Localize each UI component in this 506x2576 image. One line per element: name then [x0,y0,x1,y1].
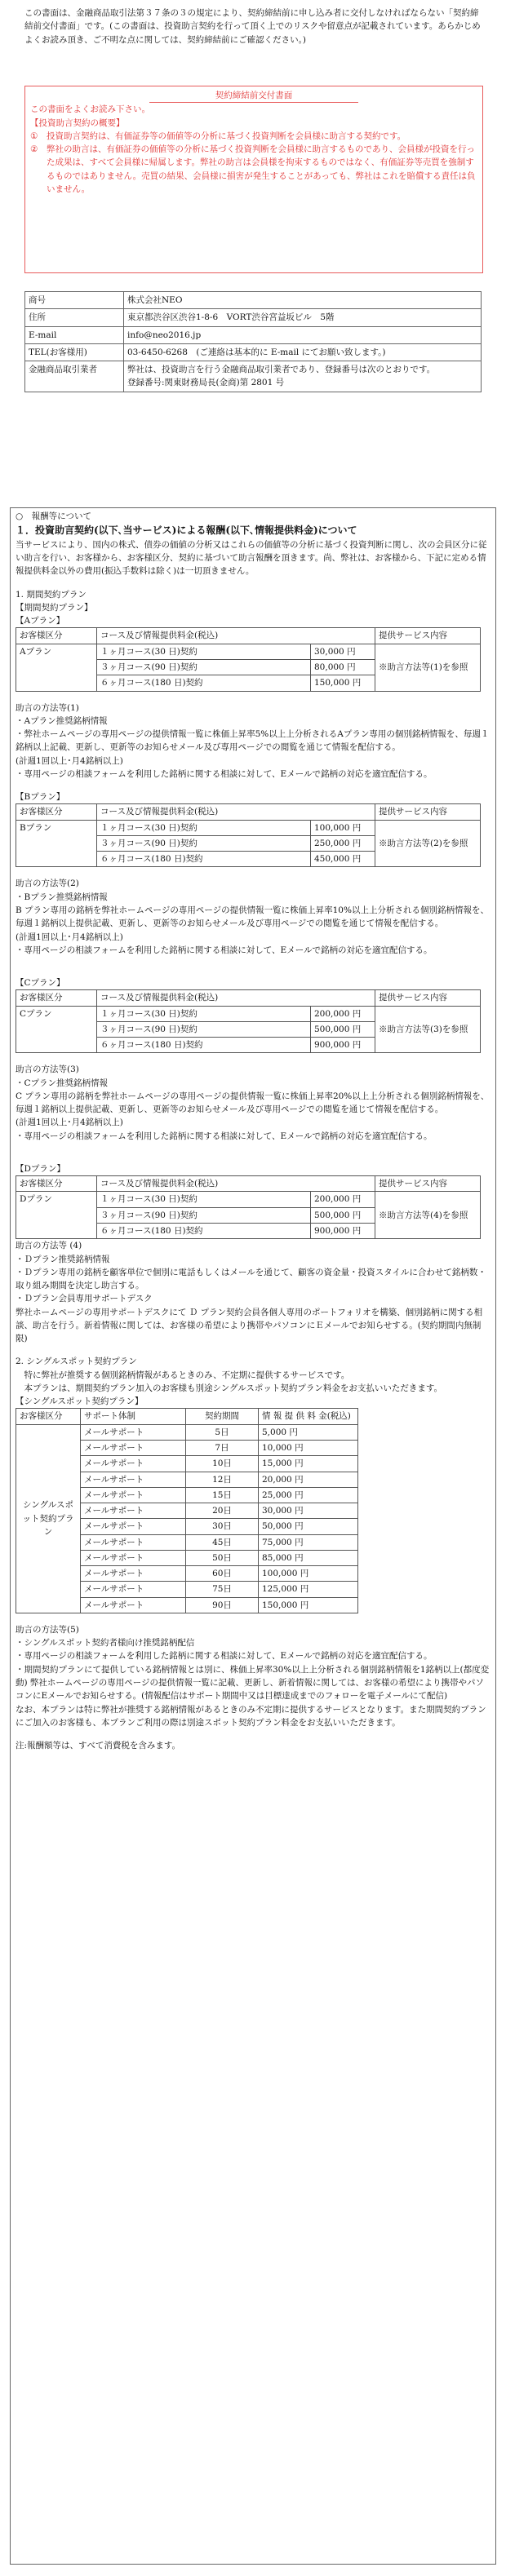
method-line: ・Aプラン推奨銘柄情報 [16,715,108,726]
notice-box [24,86,483,273]
price-cell: 50,000 円 [259,1519,358,1534]
support-cell: メールサポート [81,1519,186,1534]
plan-name: Aプラン [16,644,97,691]
section-title: 2. シングルスポット契約プラン [16,1357,137,1367]
info-value-line: 弊社は、投資助言を行う金融商品取引業者であり、登録番号は次のとおりです。 [127,365,436,375]
price-cell: 85,000 円 [259,1550,358,1565]
period-cell: 45日 [186,1534,259,1550]
support-cell: メールサポート [81,1582,186,1597]
support-cell: メールサポート [81,1534,186,1550]
col-header: 提供サービス内容 [375,804,481,820]
method-title: 助言の方法等(5) [16,1624,79,1635]
section-paragraph: 特に弊社が推奨する個別銘柄情報があるときのみ、不定期に提供するサービスです。 [24,1370,350,1380]
service-note: ※助言方法等(4)を参照 [375,1192,481,1239]
fee-paragraph: 当サービスにより、国内の株式、債券の価値の分析又はこれらの価値等の分析に基づく投資判断に関し、次の会員区分に従い助言を行い、お客様から、お客様区分、契約に基づいて助言報酬を頂きます。尚、弊社は、お客様から、下記に定める情報提供料金以外の費用(振込手数料は除く)は一切頂きません。 [16,539,487,577]
section-label: 【シングルスポット契約プラン】 [16,1396,144,1407]
col-header: 契約期間 [186,1409,259,1424]
course: ３ヶ月コース(90 日)契約 [97,1207,311,1223]
course: １ヶ月コース(30 日)契約 [97,644,311,659]
service-note: ※助言方法等(2)を参照 [375,820,481,867]
method-line: ・Cプラン推奨銘柄情報 [16,1078,109,1088]
course: ３ヶ月コース(90 日)契約 [97,659,311,675]
method-line: ・Ｄプラン会員専用サポートデスク [16,1294,153,1304]
col-header: サポート体制 [81,1409,186,1424]
method-title: 助言の方法等 (4) [16,1241,82,1251]
course: ６ヶ月コース(180 日)契約 [97,1224,311,1239]
plan-name: シングルスポット契約プラン [16,1424,81,1613]
method-line: なお、本プランは特に弊社が推奨する銘柄情報があるときのみ不定期に提供するサービスとなります。また期間契約プランにご加入のお客様も、本プランご利用の際は別途スポット契約プラン料金をお支払いいただきます。 [16,1704,486,1728]
col-header: コース及び情報提供料金(税込) [97,628,375,644]
info-value: 東京都渋谷区渋谷1-8-6 VORT渋谷宮益坂ビル 5階 [124,309,482,326]
method-line: 弊社ホームページの専用サポートデスクにて Ｄ プラン契約会員各個人専用のポートフォリオを構築、個別銘柄に関する相談、助言を行う。新着情報に関しては、お客様の希望により携帯やパソコンにＥメールでお知らせする。(契約期間内無制限) [16,1307,483,1344]
plan-d-label: 【Dプラン】 [16,1163,65,1174]
plan-name: Dプラン [16,1192,97,1239]
course: １ヶ月コース(30 日)契約 [97,1192,311,1207]
col-header: コース及び情報提供料金(税込) [97,990,375,1006]
notice-item-1-text: 投資助言契約は、有価証券等の価値等の分析に基づく投資判断を会員様に助言する契約です。 [47,131,406,141]
price: 200,000 円 [311,1192,375,1207]
method-line: ・Ｄプラン専用の銘柄を顧客単位で個別に電話もしくはメールを通じて、顧客の資金量・投資スタイルに合わせて銘柄数・取り組み期間を決定し助言する。 [16,1267,486,1291]
price-cell: 10,000 円 [259,1441,358,1456]
method-line: ・弊社ホームページの専用ページの提供情報一覧に株価上昇率5%以上上分析されるAプラン専用の個別銘柄情報を、毎週１銘柄以上記載、更新し、更新等のお知らせメール及び専用ページでの閲覧を通じて情報を配信する。 [16,729,490,753]
fee-section-box [10,507,496,2565]
method-line: (計週1回以上･月4銘柄以上) [16,932,123,942]
service-note: ※助言方法等(3)を参照 [375,1006,481,1053]
info-key: 金融商品取引業者 [25,361,124,392]
info-key: E-mail [25,326,124,343]
period-cell: 15日 [186,1487,259,1503]
period-cell: 12日 [186,1472,259,1487]
section-paragraph: 本プランは、期間契約プラン加入のお客様も別途シングルスポット契約プラン料金をお支払いいただきます。 [24,1383,443,1393]
support-cell: メールサポート [81,1503,186,1519]
price: 900,000 円 [311,1224,375,1239]
method-line: ・専用ページの相談フォームを利用した銘柄に関する相談に対して、Eメールで銘柄の対応を適宜配信する。 [16,945,433,955]
support-cell: メールサポート [81,1550,186,1565]
course: １ヶ月コース(30 日)契約 [97,1006,311,1021]
notice-item-2 [30,143,476,196]
price: 150,000 円 [311,675,375,691]
method-title: 助言の方法等(1) [16,702,79,713]
col-header: お客様区分 [16,1176,97,1192]
info-key: TEL(お客様用) [25,343,124,361]
method-line: C プラン専用の銘柄を弊社ホームページの専用ページの提供情報一覧に株価上昇率20%以上上分析される個別銘柄情報を、毎週１銘柄以上提供記載、更新し、更新等のお知らせメール及び専用ページでの閲覧を通じて情報を配信する。 [16,1091,490,1115]
plan-b-label: 【Bプラン】 [16,792,65,803]
fee-subheading: １．投資助言契約(以下､当サービス)による報酬(以下､情報提供料金)について [16,524,357,537]
period-cell: 75日 [186,1582,259,1597]
course: ３ヶ月コース(90 日)契約 [97,1021,311,1037]
col-header: コース及び情報提供料金(税込) [97,1176,375,1192]
price: 500,000 円 [311,1207,375,1223]
method-line: (計週1回以上･月4銘柄以上) [16,755,123,766]
plan-c-table [16,989,481,1053]
method-line: B プラン専用の銘柄を弊社ホームページの専用ページの提供情報一覧に株価上昇率10%以上上分析される個別銘柄情報を、毎週１銘柄以上提供記載、更新し、更新等のお知らせメール及び専用ページでの閲覧を通じて情報を配信する。 [16,905,489,929]
info-value: 株式会社NEO [124,292,482,309]
support-cell: メールサポート [81,1472,186,1487]
support-cell: メールサポート [81,1597,186,1613]
method-line: ・期間契約プランにて提供している銘柄情報とは別に、株価上昇率30%以上上分析される個別銘柄情報を1銘柄以上(都度変動) 弊社ホームページの専用ページの提供情報一覧に記載、更新し、新着情報に関しては、お客様の希望により携帯やパソコンにEメールでお知らせする。(情報配信はサポート期間中又は目標達成までのフォローを電子メールにて配信) [16,1664,490,1702]
method-line: ・Bプラン推奨銘柄情報 [16,892,108,902]
notice-item-2-text: 弊社の助言は、有価証券の価値等の分析に基づく投資判断を会員様に助言するものであり、会員様が投資を行った成果は、すべて会員様に帰属します。弊社の助言は会員様を拘束するものではなく、有価証券等売買を強制するものではありません。売買の結果、会員様に損害が発生することがあっても、弊社はこれを賠償する責任は負いません。 [47,144,476,194]
col-header: 提供サービス内容 [375,990,481,1006]
course: １ヶ月コース(30 日)契約 [97,820,311,835]
price-cell: 5,000 円 [259,1424,358,1440]
tax-note: 注:報酬額等は、すべて消費税を含みます。 [16,1741,180,1751]
info-value: 03-6450-6268 (ご連絡は基本的に E-mail にてお願い致します。) [124,343,482,361]
fee-heading: ○ 報酬等について [16,511,91,521]
price: 900,000 円 [311,1038,375,1053]
plan-a-label: 【Aプラン】 [16,616,65,626]
notice-item-1 [30,130,476,143]
support-cell: メールサポート [81,1441,186,1456]
support-cell: メールサポート [81,1487,186,1503]
price-cell: 25,000 円 [259,1487,358,1503]
method-line: ・専用ページの相談フォームを利用した銘柄に関する相談に対して、Eメールで銘柄の対応を適宜配信する。 [16,768,433,779]
notice-title: 契約締結前交付書面 [149,89,358,103]
col-header: コース及び情報提供料金(税込) [97,804,375,820]
col-header: お客様区分 [16,804,97,820]
support-cell: メールサポート [81,1566,186,1582]
price: 100,000 円 [311,820,375,835]
course: ３ヶ月コース(90 日)契約 [97,835,311,851]
period-cell: 10日 [186,1456,259,1472]
price: 450,000 円 [311,852,375,867]
method-line: ・専用ページの相談フォームを利用した銘柄に関する相談に対して、Eメールで銘柄の対応を適宜配信する。 [16,1651,433,1662]
method-line: ・シングルスポット契約者様向け推奨銘柄配信 [16,1638,195,1649]
section-title: 1. 期間契約プラン [16,589,87,600]
method-title: 助言の方法等(3) [16,1064,79,1075]
plan-name: Cプラン [16,1006,97,1053]
price: 80,000 円 [311,659,375,675]
plan-a-table [16,627,481,691]
price-cell: 100,000 円 [259,1566,358,1582]
info-key: 商号 [25,292,124,309]
price-cell: 150,000 円 [259,1597,358,1613]
course: ６ヶ月コース(180 日)契約 [97,1038,311,1053]
plan-b-table [16,803,481,867]
section-label: 【期間契約プラン】 [16,602,93,613]
price: 250,000 円 [311,835,375,851]
course: ６ヶ月コース(180 日)契約 [97,675,311,691]
company-info-table [24,291,482,392]
support-cell: メールサポート [81,1424,186,1440]
method-line: (計週1回以上･月4銘柄以上) [16,1118,123,1128]
support-cell: メールサポート [81,1456,186,1472]
price: 200,000 円 [311,1006,375,1021]
col-header: 提供サービス内容 [375,1176,481,1192]
notice-item-2-num: ② [30,144,38,155]
service-note: ※助言方法等(1)を参照 [375,644,481,691]
col-header: 提供サービス内容 [375,628,481,644]
plan-c-label: 【Cプラン】 [16,978,65,989]
method-title: 助言の方法等(2) [16,879,79,889]
period-cell: 90日 [186,1597,259,1613]
info-value: info@neo2016.jp [124,326,482,343]
period-cell: 60日 [186,1566,259,1582]
method-line: ・Ｄプラン推奨銘柄情報 [16,1254,110,1264]
price-cell: 125,000 円 [259,1582,358,1597]
col-header: お客様区分 [16,990,97,1006]
info-value-line: 登録番号:関東財務局長(金商)第 2801 号 [127,378,285,388]
single-spot-table [16,1408,358,1613]
price: 500,000 円 [311,1021,375,1037]
notice-line-summary: 【投資助言契約の概要】 [30,117,125,128]
info-key: 住所 [25,309,124,326]
plan-name: Bプラン [16,820,97,867]
period-cell: 5日 [186,1424,259,1440]
period-cell: 30日 [186,1519,259,1534]
price-cell: 30,000 円 [259,1503,358,1519]
col-header: お客様区分 [16,628,97,644]
price-cell: 20,000 円 [259,1472,358,1487]
price-cell: 15,000 円 [259,1456,358,1472]
col-header: 情 報 提 供 料 金(税込) [259,1409,358,1424]
course: ６ヶ月コース(180 日)契約 [97,852,311,867]
table-row [16,1424,358,1440]
notice-item-1-num: ① [30,131,38,141]
period-cell: 20日 [186,1503,259,1519]
info-value [124,361,482,392]
intro-paragraph: この書面は、金融商品取引法第３７条の３の規定により、契約締結前に申し込み者に交付しなければならない「契約締結前交付書面」です。(この書面は、投資助言契約を行って頂く上でのリスクや留意点が記載されています。あらかじめよくお読み頂き、ご不明な点に関しては、契約締結前にご確認ください。) [24,8,481,45]
notice-line-read: この書面をよくお読み下さい。 [30,104,150,115]
col-header: お客様区分 [16,1409,81,1424]
period-cell: 50日 [186,1550,259,1565]
price-cell: 75,000 円 [259,1534,358,1550]
price: 30,000 円 [311,644,375,659]
plan-d-table [16,1175,481,1239]
period-cell: 7日 [186,1441,259,1456]
method-line: ・専用ページの相談フォームを利用した銘柄に関する相談に対して、Eメールで銘柄の対応を適宜配信する。 [16,1131,433,1141]
